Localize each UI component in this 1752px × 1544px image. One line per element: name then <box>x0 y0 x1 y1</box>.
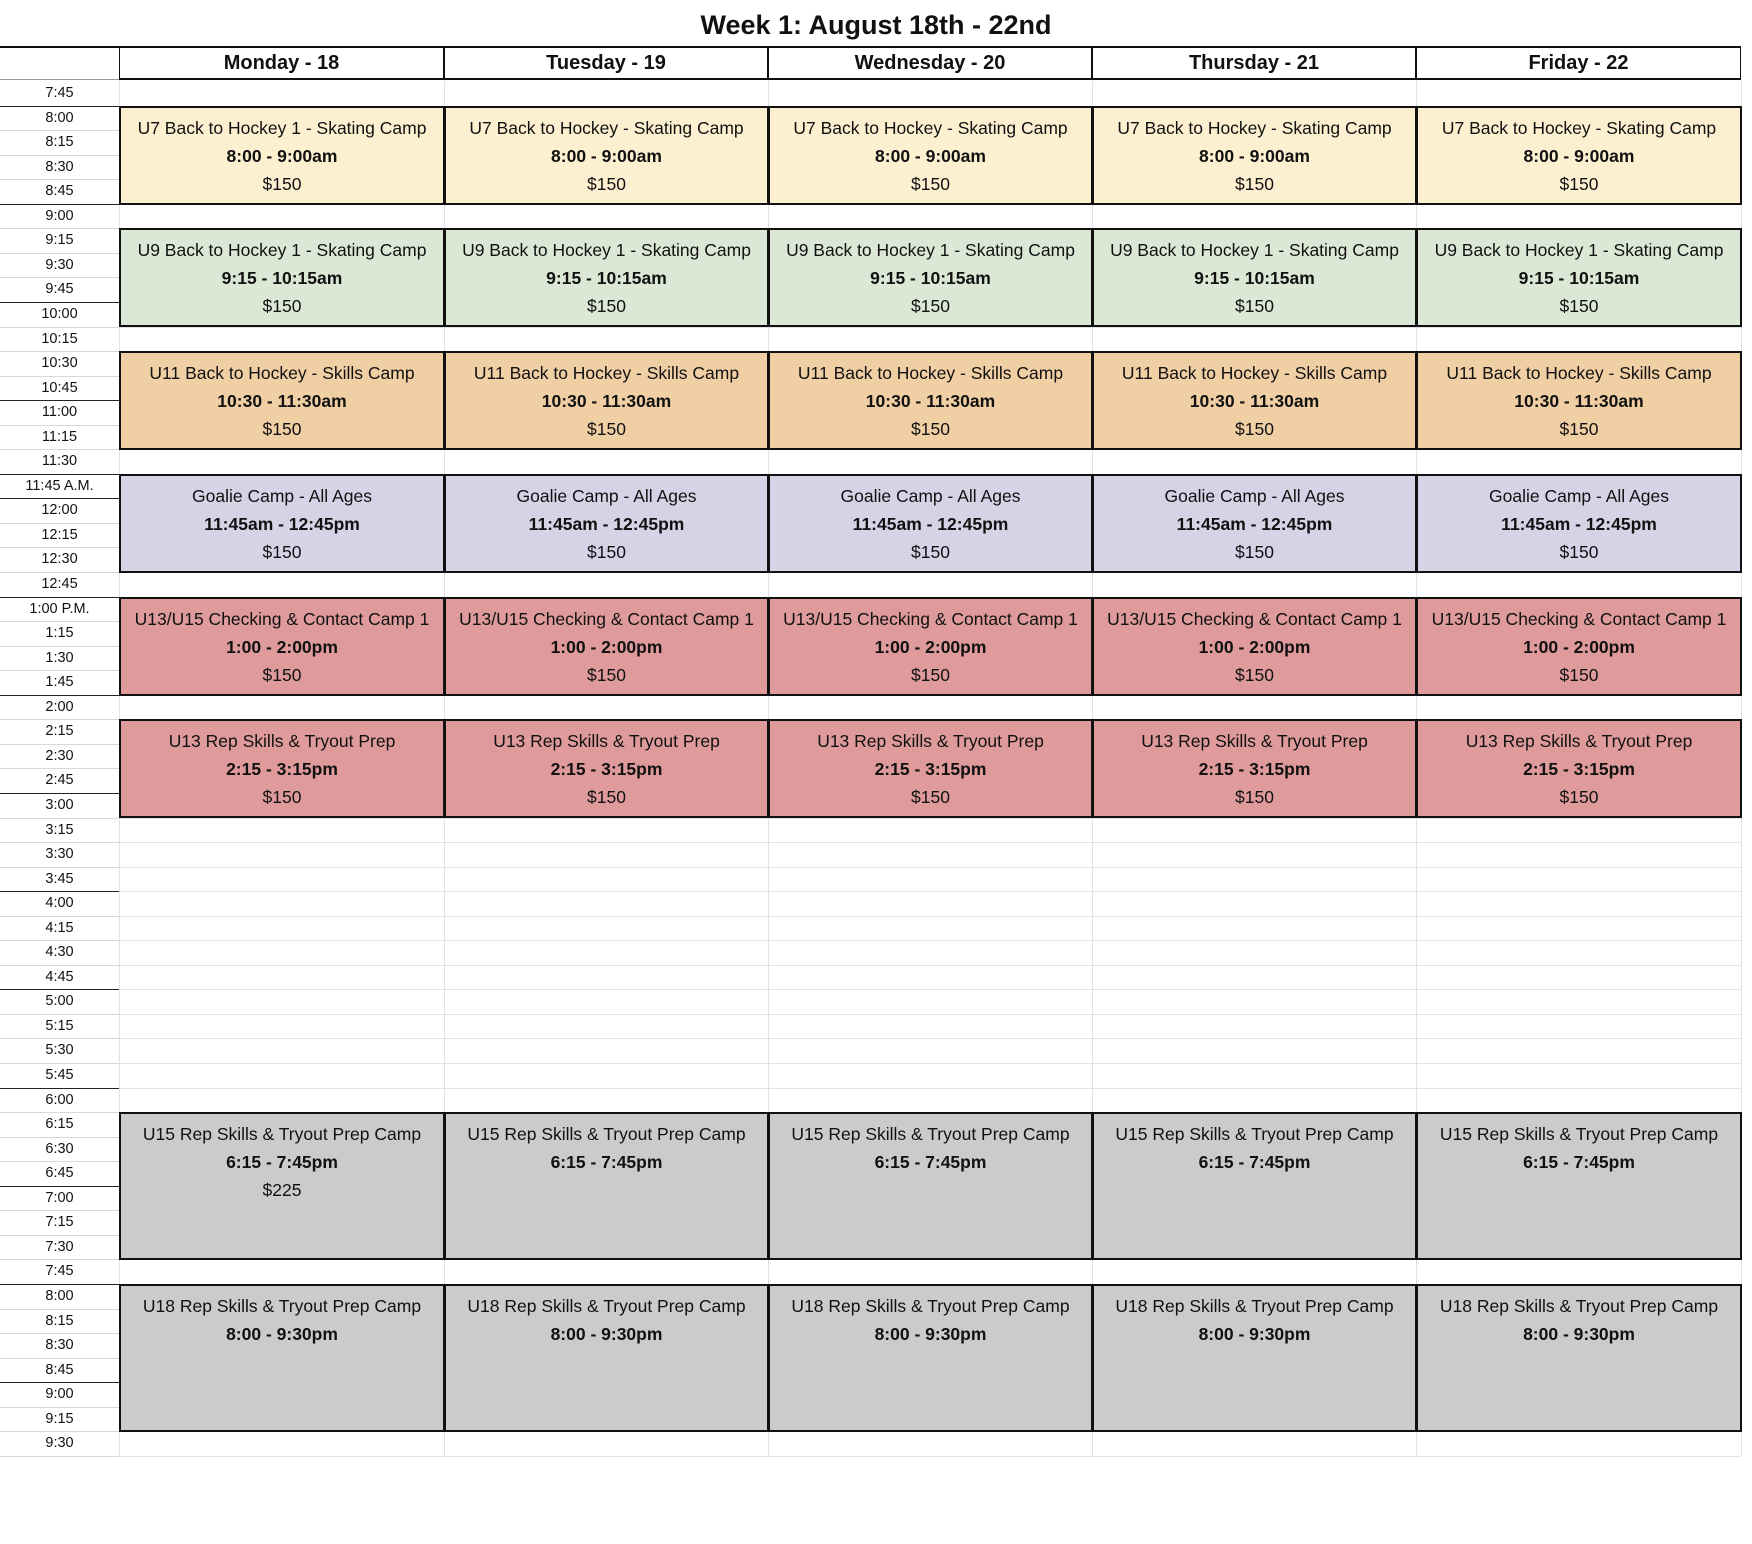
session-time: 1:00 - 2:00pm <box>1523 637 1635 657</box>
time-label: 8:00 <box>45 109 74 126</box>
grid-row-line <box>119 989 1741 990</box>
time-label: 1:45 <box>45 674 74 691</box>
session-price: $150 <box>1235 174 1274 194</box>
session-time: 11:45am - 12:45pm <box>528 514 685 534</box>
session-price: $150 <box>262 787 302 807</box>
time-row-line <box>0 916 119 917</box>
grid-row-line <box>119 940 1741 941</box>
time-label: 4:30 <box>45 944 74 961</box>
session-name: U7 Back to Hockey 1 - Skating Camp <box>137 118 427 138</box>
time-row-line <box>0 719 119 720</box>
time-row-line <box>0 646 119 647</box>
session-time: 9:15 - 10:15am <box>870 268 991 288</box>
session-name: U11 Back to Hockey - Skills Camp <box>149 363 415 383</box>
session-time: 2:15 - 3:15pm <box>550 759 663 779</box>
time-row-line <box>0 867 119 868</box>
time-label: 5:15 <box>45 1017 74 1034</box>
session-u13u15-monday <box>119 597 445 696</box>
time-row-line <box>0 1235 119 1236</box>
session-time: 10:30 - 11:30am <box>1189 391 1320 411</box>
time-row-line <box>0 204 119 205</box>
time-label: 6:15 <box>45 1116 74 1133</box>
session-u15rep-monday <box>119 1112 445 1260</box>
day-header-thursday: Thursday - 21 <box>1092 46 1416 80</box>
time-label: 6:00 <box>45 1091 74 1108</box>
session-price: $150 <box>911 174 950 194</box>
time-row-line <box>0 940 119 941</box>
time-label: 5:30 <box>45 1042 74 1059</box>
time-column-header <box>0 46 119 80</box>
session-price: $150 <box>587 787 626 807</box>
time-label: 9:30 <box>45 1435 74 1452</box>
session-price: $150 <box>262 296 302 316</box>
session-price: $150 <box>911 542 950 562</box>
time-label: 3:45 <box>45 870 74 887</box>
session-u13rep-friday <box>1416 719 1742 818</box>
session-name: U18 Rep Skills & Tryout Prep Camp <box>1115 1296 1394 1316</box>
session-u18rep-friday <box>1416 1284 1742 1432</box>
session-time: 6:15 - 7:45pm <box>874 1152 987 1172</box>
time-row-line <box>0 1333 119 1334</box>
time-row-line <box>0 818 119 819</box>
session-name: U13/U15 Checking & Contact Camp 1 <box>1107 609 1402 629</box>
time-label: 4:00 <box>45 895 74 912</box>
session-u13u15-thursday <box>1092 597 1417 696</box>
session-price: $150 <box>262 665 302 685</box>
session-time: 8:00 - 9:00am <box>226 146 338 166</box>
time-row-line <box>0 1259 119 1260</box>
time-row-line <box>0 1456 119 1457</box>
session-u13rep-wednesday <box>768 719 1093 818</box>
session-u7-monday <box>119 106 445 205</box>
time-label: 2:30 <box>45 747 74 764</box>
time-row-line <box>0 449 119 450</box>
session-time: 8:00 - 9:00am <box>1199 146 1310 166</box>
time-label: 8:45 <box>45 1361 74 1378</box>
time-row-line <box>0 228 119 229</box>
time-label: 5:00 <box>45 993 74 1010</box>
time-label: 3:30 <box>45 846 74 863</box>
session-u7-friday <box>1416 106 1742 205</box>
session-u9-wednesday <box>768 228 1093 327</box>
session-price: $150 <box>911 419 950 439</box>
session-time: 11:45am - 12:45pm <box>852 514 1009 534</box>
time-label: 3:00 <box>45 796 74 813</box>
session-name: Goalie Camp - All Ages <box>1164 486 1345 506</box>
time-label: 12:15 <box>41 526 78 543</box>
session-name: U13 Rep Skills & Tryout Prep <box>168 731 396 751</box>
session-u11-tuesday <box>444 351 769 450</box>
grid-row-line <box>119 867 1741 868</box>
time-row-line <box>0 523 119 524</box>
session-u13rep-monday <box>119 719 445 818</box>
session-time: 9:15 - 10:15am <box>546 268 667 288</box>
session-price: $150 <box>1235 665 1274 685</box>
grid-row-line <box>119 818 1741 819</box>
session-time: 10:30 - 11:30am <box>1514 391 1644 411</box>
session-u15rep-wednesday <box>768 1112 1093 1260</box>
time-label: 10:15 <box>41 330 78 347</box>
session-time: 8:00 - 9:30pm <box>226 1324 338 1344</box>
time-row-line <box>0 597 119 598</box>
session-price: $150 <box>1559 296 1599 316</box>
time-row-line <box>0 744 119 745</box>
session-price: $150 <box>1235 419 1274 439</box>
session-goalie-tuesday <box>444 474 769 573</box>
session-time: 8:00 - 9:30pm <box>874 1324 987 1344</box>
session-u13u15-friday <box>1416 597 1742 696</box>
time-label: 7:15 <box>45 1214 74 1231</box>
grid-row-line <box>119 891 1741 892</box>
session-time: 8:00 - 9:00am <box>551 146 662 166</box>
time-label: 11:30 <box>41 453 78 470</box>
session-name: U9 Back to Hockey 1 - Skating Camp <box>786 240 1075 260</box>
time-label: 11:45 A.M. <box>25 477 94 494</box>
session-name: U13/U15 Checking & Contact Camp 1 <box>459 609 754 629</box>
session-u11-thursday <box>1092 351 1417 450</box>
day-header-tuesday: Tuesday - 19 <box>444 46 768 80</box>
session-name: U15 Rep Skills & Tryout Prep Camp <box>142 1124 422 1144</box>
day-header-wednesday: Wednesday - 20 <box>768 46 1092 80</box>
time-row-line <box>0 400 119 401</box>
grid-row-line <box>119 1038 1741 1039</box>
time-row-line <box>0 1210 119 1211</box>
session-name: Goalie Camp - All Ages <box>1489 486 1669 506</box>
time-label: 2:15 <box>45 723 74 740</box>
session-name: U13 Rep Skills & Tryout Prep <box>1465 731 1693 751</box>
day-header-friday: Friday - 22 <box>1416 46 1741 80</box>
time-row-line <box>0 253 119 254</box>
time-label: 10:30 <box>41 355 78 372</box>
session-price: $150 <box>1235 296 1274 316</box>
session-price: $150 <box>911 665 950 685</box>
session-time: 10:30 - 11:30am <box>541 391 672 411</box>
session-price: $150 <box>587 174 626 194</box>
time-label: 8:00 <box>45 1287 74 1304</box>
session-goalie-monday <box>119 474 445 573</box>
time-row-line <box>0 621 119 622</box>
time-label: 9:30 <box>45 256 74 273</box>
time-row-line <box>0 498 119 499</box>
session-time: 10:30 - 11:30am <box>217 391 347 411</box>
session-time: 8:00 - 9:30pm <box>1523 1324 1635 1344</box>
session-time: 1:00 - 2:00pm <box>1198 637 1311 657</box>
session-time: 1:00 - 2:00pm <box>226 637 338 657</box>
time-label: 12:45 <box>41 576 78 592</box>
session-price: $150 <box>911 787 950 807</box>
session-name: U15 Rep Skills & Tryout Prep Camp <box>467 1124 746 1144</box>
session-time: 2:15 - 3:15pm <box>226 759 338 779</box>
session-time: 9:15 - 10:15am <box>1194 268 1315 288</box>
time-label: 8:45 <box>45 183 74 200</box>
session-price: $150 <box>587 296 626 316</box>
session-price: $150 <box>1559 542 1599 562</box>
session-price: $150 <box>262 174 302 194</box>
session-time: 2:15 - 3:15pm <box>874 759 987 779</box>
time-row-line <box>0 670 119 671</box>
session-u13rep-thursday <box>1092 719 1417 818</box>
time-label: 6:45 <box>45 1165 74 1182</box>
session-time: 2:15 - 3:15pm <box>1198 759 1311 779</box>
time-row-line <box>0 1431 119 1432</box>
time-label: 8:15 <box>45 1312 74 1329</box>
session-time: 11:45am - 12:45pm <box>1501 514 1657 534</box>
session-u7-tuesday <box>444 106 769 205</box>
time-label: 8:15 <box>45 134 74 151</box>
session-name: U18 Rep Skills & Tryout Prep Camp <box>791 1296 1070 1316</box>
time-row-line <box>0 376 119 377</box>
grid-row-line <box>119 327 1741 328</box>
session-name: U13/U15 Checking & Contact Camp 1 <box>783 609 1078 629</box>
session-goalie-wednesday <box>768 474 1093 573</box>
session-time: 6:15 - 7:45pm <box>1523 1152 1635 1172</box>
time-row-line <box>0 793 119 794</box>
session-name: Goalie Camp - All Ages <box>840 486 1021 506</box>
session-u18rep-wednesday <box>768 1284 1093 1432</box>
time-label: 11:00 <box>41 404 78 421</box>
time-row-line <box>0 1309 119 1310</box>
time-row-line <box>0 351 119 352</box>
session-name: U9 Back to Hockey 1 - Skating Camp <box>137 240 427 260</box>
session-u11-wednesday <box>768 351 1093 450</box>
session-name: U9 Back to Hockey 1 - Skating Camp <box>1434 240 1724 260</box>
time-row-line <box>0 106 119 107</box>
session-name: Goalie Camp - All Ages <box>192 486 372 506</box>
session-u9-tuesday <box>444 228 769 327</box>
time-row-line <box>0 179 119 180</box>
time-row-line <box>0 130 119 131</box>
time-row-line <box>0 1407 119 1408</box>
time-row-line <box>0 425 119 426</box>
session-price: $150 <box>1559 787 1599 807</box>
session-goalie-thursday <box>1092 474 1417 573</box>
time-row-line <box>0 474 119 475</box>
time-label: 10:45 <box>41 379 78 396</box>
session-price: $150 <box>262 542 302 562</box>
time-row-line <box>0 1088 119 1089</box>
time-row-line <box>0 891 119 892</box>
time-row-line <box>0 1038 119 1039</box>
session-u11-friday <box>1416 351 1742 450</box>
session-u13u15-wednesday <box>768 597 1093 696</box>
time-row-line <box>0 695 119 696</box>
session-time: 8:00 - 9:30pm <box>550 1324 663 1344</box>
session-price: $150 <box>587 665 626 685</box>
grid-row-line <box>119 842 1741 843</box>
grid-row-line <box>119 1456 1741 1457</box>
time-label: 7:00 <box>45 1189 74 1206</box>
session-time: 9:15 - 10:15am <box>1518 268 1640 288</box>
session-name: U18 Rep Skills & Tryout Prep Camp <box>1439 1296 1719 1316</box>
session-name: U13 Rep Skills & Tryout Prep <box>817 731 1044 751</box>
session-name: U11 Back to Hockey - Skills Camp <box>473 363 740 383</box>
session-name: U7 Back to Hockey - Skating Camp <box>1441 118 1717 138</box>
session-time: 9:15 - 10:15am <box>221 268 343 288</box>
time-label: 7:30 <box>45 1238 74 1255</box>
session-u15rep-thursday <box>1092 1112 1417 1260</box>
time-label: 9:15 <box>45 232 74 249</box>
session-name: Goalie Camp - All Ages <box>516 486 697 506</box>
time-label: 9:00 <box>45 1386 74 1403</box>
time-row-line <box>0 1382 119 1383</box>
session-u9-monday <box>119 228 445 327</box>
session-u18rep-tuesday <box>444 1284 769 1432</box>
session-u13rep-tuesday <box>444 719 769 818</box>
session-price: $150 <box>262 419 302 439</box>
session-u15rep-tuesday <box>444 1112 769 1260</box>
session-name: U18 Rep Skills & Tryout Prep Camp <box>467 1296 746 1316</box>
session-goalie-friday <box>1416 474 1742 573</box>
session-u7-thursday <box>1092 106 1417 205</box>
time-row-line <box>0 989 119 990</box>
time-row-line <box>0 1014 119 1015</box>
time-row-line <box>0 1186 119 1187</box>
session-price: $150 <box>1559 665 1599 685</box>
time-label: 1:00 P.M. <box>29 600 90 617</box>
grid-row-line <box>119 1088 1741 1089</box>
session-u11-monday <box>119 351 445 450</box>
time-row-line <box>0 1063 119 1064</box>
session-name: U11 Back to Hockey - Skills Camp <box>1121 363 1388 383</box>
session-name: U13 Rep Skills & Tryout Prep <box>493 731 720 751</box>
session-name: U11 Back to Hockey - Skills Camp <box>797 363 1064 383</box>
session-price: $150 <box>587 542 626 562</box>
session-time: 11:45am - 12:45pm <box>1176 514 1333 534</box>
session-u15rep-friday <box>1416 1112 1742 1260</box>
time-label: 2:45 <box>45 772 74 789</box>
session-time: 6:15 - 7:45pm <box>1198 1152 1311 1172</box>
session-time: 2:15 - 3:15pm <box>1523 759 1635 779</box>
time-row-line <box>0 768 119 769</box>
session-u18rep-thursday <box>1092 1284 1417 1432</box>
time-row-line <box>0 1284 119 1285</box>
session-name: U15 Rep Skills & Tryout Prep Camp <box>1115 1124 1394 1144</box>
schedule-title: Week 1: August 18th - 22nd <box>700 10 1052 40</box>
time-label: 7:45 <box>45 1263 74 1280</box>
session-name: U9 Back to Hockey 1 - Skating Camp <box>462 240 751 260</box>
session-price: $150 <box>587 419 626 439</box>
session-time: 11:45am - 12:45pm <box>204 514 360 534</box>
time-row-line <box>0 1161 119 1162</box>
session-name: U7 Back to Hockey - Skating Camp <box>1117 118 1392 138</box>
time-row-line <box>0 965 119 966</box>
session-name: U13 Rep Skills & Tryout Prep <box>1141 731 1368 751</box>
time-label: 12:30 <box>41 551 78 568</box>
session-price: $150 <box>911 296 950 316</box>
session-price: $150 <box>1559 174 1599 194</box>
time-label: 4:45 <box>45 968 74 985</box>
time-row-line <box>0 547 119 548</box>
time-row-line <box>0 1137 119 1138</box>
time-row-line <box>0 302 119 303</box>
time-row-line <box>0 155 119 156</box>
time-row-line <box>0 1112 119 1113</box>
grid-row-line <box>119 1014 1741 1015</box>
session-time: 6:15 - 7:45pm <box>550 1152 663 1172</box>
session-u7-wednesday <box>768 106 1093 205</box>
day-header-row <box>0 46 1741 80</box>
session-price: $150 <box>1559 419 1599 439</box>
time-label: 9:15 <box>45 1410 74 1427</box>
session-name: U15 Rep Skills & Tryout Prep Camp <box>1439 1124 1719 1144</box>
time-label: 9:45 <box>45 281 74 298</box>
time-label: 3:15 <box>45 821 74 838</box>
time-label: 11:15 <box>41 428 78 445</box>
session-u18rep-monday <box>119 1284 445 1432</box>
time-label: 1:30 <box>45 649 74 666</box>
time-label: 4:15 <box>45 919 74 936</box>
session-u9-thursday <box>1092 228 1417 327</box>
time-label: 6:30 <box>45 1140 74 1157</box>
session-time: 6:15 - 7:45pm <box>226 1152 338 1172</box>
session-u9-friday <box>1416 228 1742 327</box>
time-row-line <box>0 572 119 573</box>
session-price: $225 <box>262 1180 302 1200</box>
session-u13u15-tuesday <box>444 597 769 696</box>
session-name: U9 Back to Hockey 1 - Skating Camp <box>1110 240 1399 260</box>
time-label: 8:30 <box>45 158 74 175</box>
time-label: 2:00 <box>45 698 74 715</box>
session-price: $150 <box>1235 787 1274 807</box>
grid-row-line <box>119 916 1741 917</box>
grid-row-line <box>119 1063 1741 1064</box>
time-label: 5:45 <box>45 1067 74 1083</box>
time-row-line <box>0 1358 119 1359</box>
time-label: 10:00 <box>41 305 78 322</box>
session-time: 8:00 - 9:00am <box>1523 146 1635 166</box>
grid-row-line <box>119 965 1741 966</box>
time-label: 7:45 <box>45 85 74 101</box>
time-label: 1:15 <box>45 625 74 642</box>
day-header-monday: Monday - 18 <box>119 46 444 80</box>
time-label: 9:00 <box>45 207 74 224</box>
session-time: 8:00 - 9:30pm <box>1198 1324 1311 1344</box>
time-label: 8:30 <box>45 1337 74 1354</box>
session-time: 1:00 - 2:00pm <box>874 637 987 657</box>
time-row-line <box>0 842 119 843</box>
time-row-line <box>0 277 119 278</box>
time-row-line <box>0 327 119 328</box>
session-name: U7 Back to Hockey - Skating Camp <box>469 118 744 138</box>
session-name: U13/U15 Checking & Contact Camp 1 <box>134 609 430 629</box>
session-name: U13/U15 Checking & Contact Camp 1 <box>1431 609 1727 629</box>
session-name: U7 Back to Hockey - Skating Camp <box>793 118 1068 138</box>
session-name: U15 Rep Skills & Tryout Prep Camp <box>791 1124 1070 1144</box>
session-name: U18 Rep Skills & Tryout Prep Camp <box>142 1296 422 1316</box>
session-time: 10:30 - 11:30am <box>865 391 996 411</box>
time-label: 12:00 <box>41 502 78 519</box>
session-time: 1:00 - 2:00pm <box>550 637 663 657</box>
session-name: U11 Back to Hockey - Skills Camp <box>1446 363 1712 383</box>
session-price: $150 <box>1235 542 1274 562</box>
session-time: 8:00 - 9:00am <box>875 146 986 166</box>
